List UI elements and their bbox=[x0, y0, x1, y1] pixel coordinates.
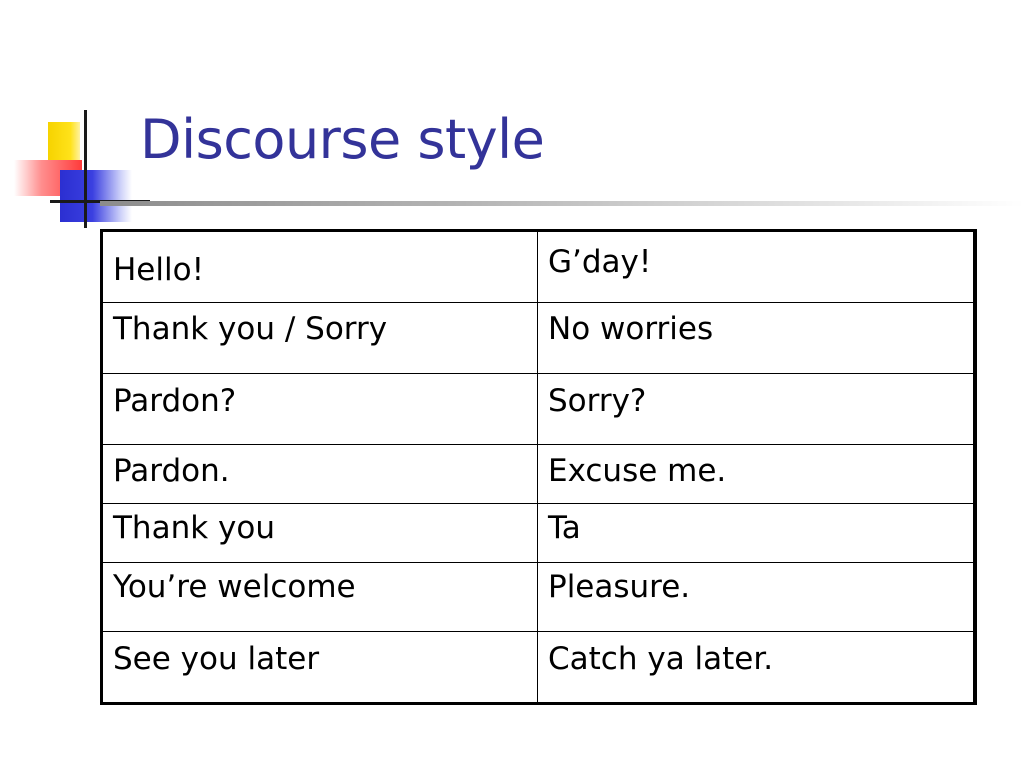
table-cell-australian bbox=[538, 504, 975, 563]
cell-text: You’re welcome bbox=[113, 569, 356, 605]
table-cell-standard bbox=[102, 504, 538, 563]
table-cell-australian bbox=[538, 374, 975, 445]
cell-text: Thank you bbox=[113, 510, 275, 546]
cell-text: Pleasure. bbox=[548, 569, 691, 605]
cell-text: Pardon? bbox=[113, 383, 237, 419]
cell-text: Ta bbox=[548, 510, 581, 546]
table-cell-standard bbox=[102, 231, 538, 303]
cell-text: Thank you / Sorry bbox=[113, 311, 388, 347]
title-divider bbox=[100, 201, 1024, 206]
table-row bbox=[102, 374, 975, 445]
table-cell-standard bbox=[102, 303, 538, 374]
table-cell-australian bbox=[538, 303, 975, 374]
cell-text: Catch ya later. bbox=[548, 641, 774, 677]
table-row bbox=[102, 445, 975, 504]
table-row bbox=[102, 303, 975, 374]
table-cell-standard bbox=[102, 632, 538, 704]
table-row bbox=[102, 231, 975, 303]
logo-yellow-square bbox=[48, 122, 80, 164]
cell-text: See you later bbox=[113, 641, 320, 677]
table-row bbox=[102, 632, 975, 704]
logo-blue-square bbox=[60, 170, 132, 222]
cell-text: No worries bbox=[548, 311, 714, 347]
table-row bbox=[102, 563, 975, 632]
slide-title: Discourse style bbox=[140, 108, 545, 171]
table-cell-standard bbox=[102, 445, 538, 504]
table-cell-australian bbox=[538, 563, 975, 632]
table-cell-australian bbox=[538, 445, 975, 504]
cell-text: Excuse me. bbox=[548, 453, 727, 489]
cell-text: Hello! bbox=[113, 252, 205, 288]
table-cell-australian bbox=[538, 231, 975, 303]
table-row bbox=[102, 504, 975, 563]
table-cell-standard bbox=[102, 374, 538, 445]
table-cell-standard bbox=[102, 563, 538, 632]
cell-text: Sorry? bbox=[548, 383, 647, 419]
logo-graphic bbox=[0, 100, 150, 230]
logo-vertical-line bbox=[84, 110, 87, 228]
phrase-table bbox=[100, 229, 977, 705]
table-cell-australian bbox=[538, 632, 975, 704]
cell-text: Pardon. bbox=[113, 453, 230, 489]
cell-text: G’day! bbox=[548, 244, 652, 280]
